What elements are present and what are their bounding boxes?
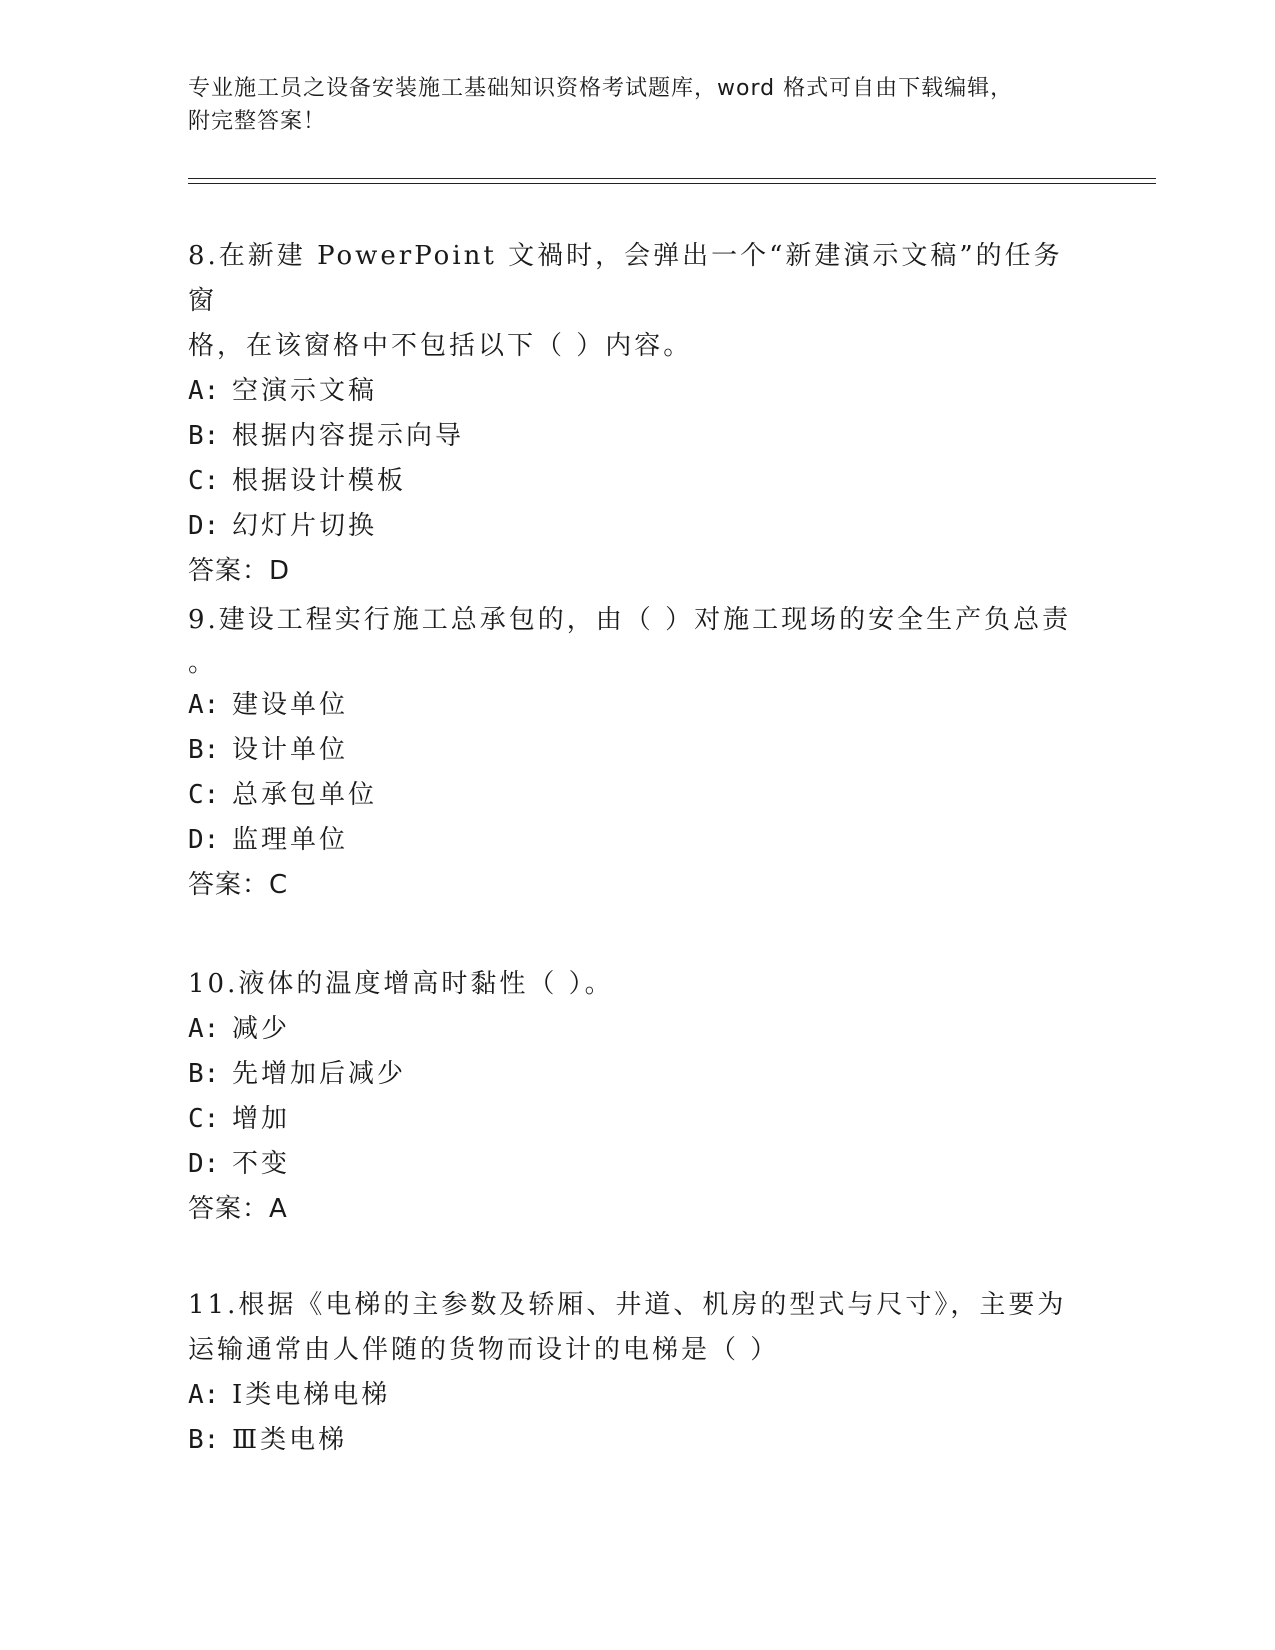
question-9 xyxy=(188,598,1088,908)
question-text: 运输通常由人伴随的货物而设计的电梯是（ ） xyxy=(188,1335,780,1365)
answer: 答案：C xyxy=(188,870,289,900)
option-text: 根据设计模板 xyxy=(232,466,407,496)
option-d xyxy=(188,818,1088,863)
option-c xyxy=(188,459,1088,504)
option-text: 不变 xyxy=(232,1149,291,1179)
option-c xyxy=(188,1097,1088,1142)
option-letter: D: xyxy=(188,511,220,541)
question-text: 。 xyxy=(188,648,218,678)
option-a xyxy=(188,369,1088,414)
option-a xyxy=(188,1007,1088,1052)
option-a xyxy=(188,683,1088,728)
question-text: 8.在新建 PowerPoint 文禍时，会弹出一个“新建演示文稿”的任务窗 xyxy=(188,241,1063,316)
header-line-2: 附完整答案！ xyxy=(188,109,327,134)
option-letter: C: xyxy=(188,780,220,810)
option-text: 建设单位 xyxy=(232,690,349,720)
question-text: 格，在该窗格中不包括以下（ ）内容。 xyxy=(188,331,693,361)
option-letter: B: xyxy=(188,1059,220,1089)
option-text: 总承包单位 xyxy=(232,780,378,810)
header-line-1: 专业施工员之设备安装施工基础知识资格考试题库，word 格式可自由下载编辑， xyxy=(188,76,1014,101)
question-text: 10.液体的温度增高时黏性（ ）。 xyxy=(188,969,614,999)
option-d xyxy=(188,504,1088,549)
option-text: 设计单位 xyxy=(232,735,349,765)
option-letter: B: xyxy=(188,735,220,765)
question-text: 11.根据《电梯的主参数及轿厢、井道、机房的型式与尺寸》，主要为 xyxy=(188,1290,1067,1320)
option-text: Ⅲ类电梯 xyxy=(232,1425,348,1455)
header-divider-bottom xyxy=(188,183,1156,184)
option-text: 空演示文稿 xyxy=(232,376,378,406)
option-c xyxy=(188,773,1088,818)
option-letter: C: xyxy=(188,1104,220,1134)
option-text: 增加 xyxy=(232,1104,291,1134)
option-b xyxy=(188,1418,1088,1463)
option-letter: C: xyxy=(188,466,220,496)
option-text: 减少 xyxy=(232,1014,291,1044)
option-letter: A: xyxy=(188,690,220,720)
option-d xyxy=(188,1142,1088,1187)
option-text: Ⅰ类电梯电梯 xyxy=(232,1380,391,1410)
option-text: 监理单位 xyxy=(232,825,349,855)
header-divider-top xyxy=(188,178,1156,179)
option-letter: B: xyxy=(188,1425,220,1455)
option-text: 根据内容提示向导 xyxy=(232,421,465,451)
option-letter: A: xyxy=(188,1380,220,1410)
answer: 答案：D xyxy=(188,556,291,586)
option-text: 先增加后减少 xyxy=(232,1059,407,1089)
option-b xyxy=(188,414,1088,459)
option-letter: D: xyxy=(188,1149,220,1179)
option-letter: A: xyxy=(188,1014,220,1044)
option-letter: D: xyxy=(188,825,220,855)
option-letter: B: xyxy=(188,421,220,451)
question-8 xyxy=(188,234,1088,594)
option-text: 幻灯片切换 xyxy=(232,511,378,541)
answer: 答案：A xyxy=(188,1194,288,1224)
option-b xyxy=(188,728,1088,773)
question-11 xyxy=(188,1283,1088,1463)
option-letter: A: xyxy=(188,376,220,406)
option-a xyxy=(188,1373,1088,1418)
option-b xyxy=(188,1052,1088,1097)
document-header xyxy=(188,72,1088,138)
question-10 xyxy=(188,962,1088,1232)
question-text: 9.建设工程实行施工总承包的，由（ ）对施工现场的安全生产负总责 xyxy=(188,605,1072,635)
